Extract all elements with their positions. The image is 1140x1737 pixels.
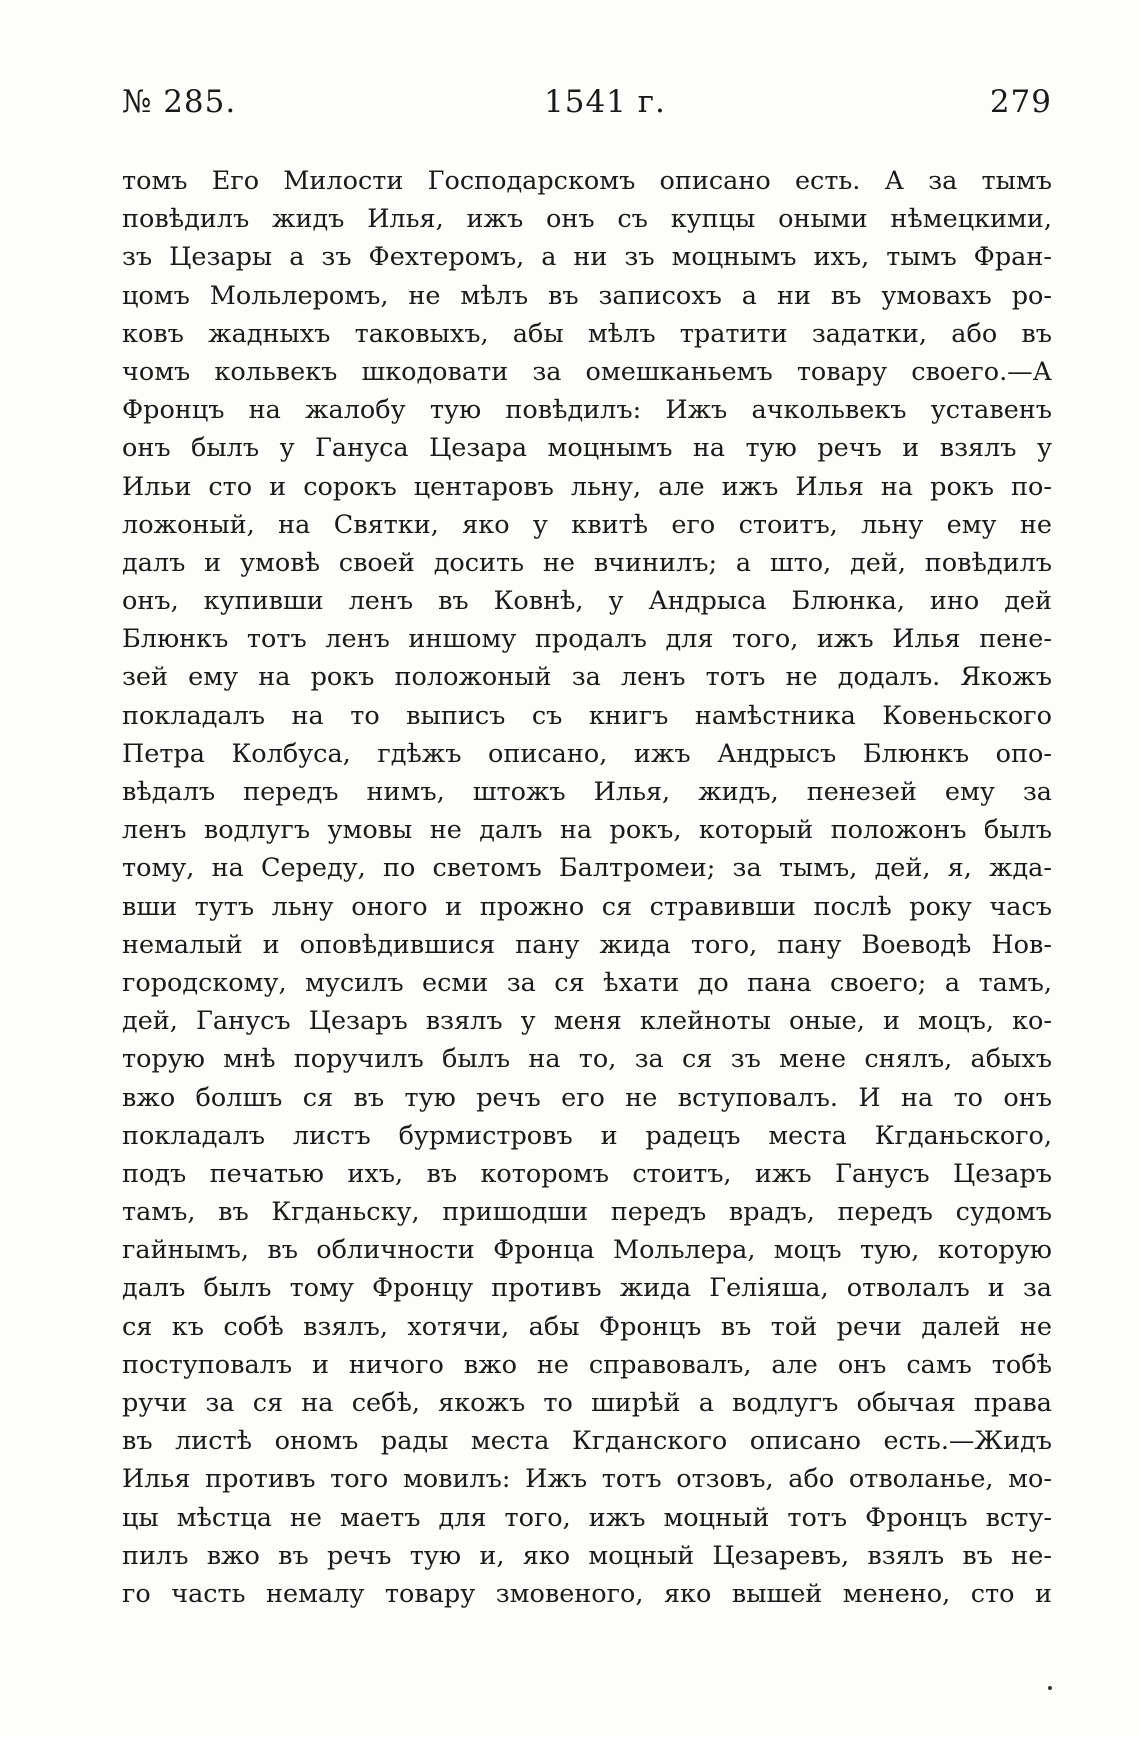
text-line: вѣдалъ передъ нимъ, штожъ Илья, жидъ, пенезей ему за — [122, 777, 1052, 807]
text-line: вжо болшъ ся въ тую речъ его не вступовалъ. И на то онъ — [122, 1082, 1052, 1113]
text-line: покладалъ на то выписъ съ книгъ намѣстника Ковеньского — [122, 700, 1052, 731]
text-line: ручи за ся на себѣ, якожъ то ширѣй а водлугъ обычая права — [122, 1388, 1052, 1418]
text-line: тому, на Середу, по светомъ Балтромеи; за тымъ, дей, я, ждa- — [122, 853, 1052, 884]
text-line: Блюнкъ тотъ ленъ иншому продалъ для того, ижъ Илья пене- — [122, 624, 1052, 655]
text-line: ся къ собѣ взялъ, хотячи, абы Фронцъ въ той речи далей не — [122, 1311, 1052, 1342]
text-line: дей, Ганусъ Цезаръ взялъ у меня клейноты оные, и моцъ, ко- — [122, 1006, 1052, 1037]
text-line: подъ печатью ихъ, въ которомъ стоитъ, ижъ Ганусъ Цезаръ — [122, 1158, 1052, 1189]
document-number: № 285. — [122, 84, 237, 120]
page-header — [122, 84, 1052, 128]
text-line: Илья противъ того мовилъ: Ижъ тотъ отзовъ, або отволанье, мо- — [122, 1464, 1052, 1495]
text-line: чомъ кольвекъ шкодовати за омешканьемъ товару своего.—А — [122, 356, 1052, 387]
text-line: немалый и оповѣдившися пану жида того, пану Воеводѣ Нов- — [122, 929, 1052, 960]
text-line: го часть немалу товару змовеного, яко вышей менено, сто и — [122, 1578, 1052, 1609]
page-number: 279 — [989, 84, 1052, 120]
text-line: покладалъ листъ бурмистровъ и радецъ места Кгданьского, — [122, 1120, 1052, 1151]
text-line: далъ и умовѣ своей досить не вчинилъ; а што, дей, повѣдилъ — [122, 547, 1052, 578]
text-line: зей ему на рокъ положоный за ленъ тотъ не додалъ. Якожъ — [122, 662, 1052, 693]
text-line: торую мнѣ поручилъ былъ на то, за ся зъ мене снялъ, абыхъ — [122, 1044, 1052, 1075]
text-line: онъ былъ у Гануса Цезара моцнымъ на тую речъ и взялъ у — [122, 433, 1052, 464]
text-line: тамъ, въ Кгданьску, пришодши передъ врадъ, передъ судомъ — [122, 1197, 1052, 1228]
text-line: вши тутъ льну оного и прожно ся стравивши послѣ року часъ — [122, 891, 1052, 922]
document-year: 1541 г. — [544, 84, 666, 120]
text-line: Петра Колбуса, гдѣжъ описано, ижъ Андрысъ Блюнкъ опо- — [122, 738, 1052, 769]
text-line: повѣдилъ жидъ Илья, ижъ онъ съ купцы оными нѣмецкими, — [122, 204, 1052, 235]
text-line: зъ Цезары а зъ Фехтеромъ, а ни зъ моцнымъ ихъ, тымъ Фран- — [122, 242, 1052, 273]
text-line: онъ, купивши ленъ въ Ковнѣ, у Андрыса Блюнка, ино дей — [122, 586, 1052, 617]
text-line: Фронцъ на жалобу тую повѣдилъ: Ижъ ачкольвекъ уставенъ — [122, 395, 1052, 426]
text-line: ленъ водлугъ умовы не далъ на рокъ, который положонъ былъ — [122, 815, 1052, 846]
text-line: городскому, мусилъ есми за ся ѣхати до пана своего; а тамъ, — [122, 967, 1052, 998]
document-body — [122, 162, 1052, 1613]
text-line: Ильи сто и сорокъ центаровъ льну, але ижъ Илья на рокъ по- — [122, 471, 1052, 502]
text-line: ложоный, на Святки, яко у квитѣ его стоитъ, льну ему не — [122, 509, 1052, 540]
print-speck — [1048, 1686, 1052, 1690]
text-line: пилъ вжо въ речъ тую и, яко моцный Цезаревъ, взялъ въ не- — [122, 1540, 1052, 1571]
text-line: цы мѣстца не маетъ для того, ижъ моцный тотъ Фронцъ всту- — [122, 1502, 1052, 1533]
text-line: въ листѣ ономъ рады места Кгданского описано есть.—Жидъ — [122, 1426, 1052, 1457]
text-line: цомъ Мольлеромъ, не мѣлъ въ записохъ а ни въ умовахъ ро- — [122, 280, 1052, 311]
text-line: поступовалъ и ничого вжо не справовалъ, але онъ самъ тобѣ — [122, 1349, 1052, 1380]
text-line: ковъ жадныхъ таковыхъ, абы мѣлъ тратити задатки, або въ — [122, 318, 1052, 349]
text-line: гайнымъ, въ обличности Фронца Мольлера, моцъ тую, которую — [122, 1235, 1052, 1266]
text-line: далъ былъ тому Фронцу противъ жида Геліяша, отволалъ и за — [122, 1273, 1052, 1304]
text-line: томъ Его Милости Господарскомъ описано есть. А за тымъ — [122, 166, 1052, 196]
